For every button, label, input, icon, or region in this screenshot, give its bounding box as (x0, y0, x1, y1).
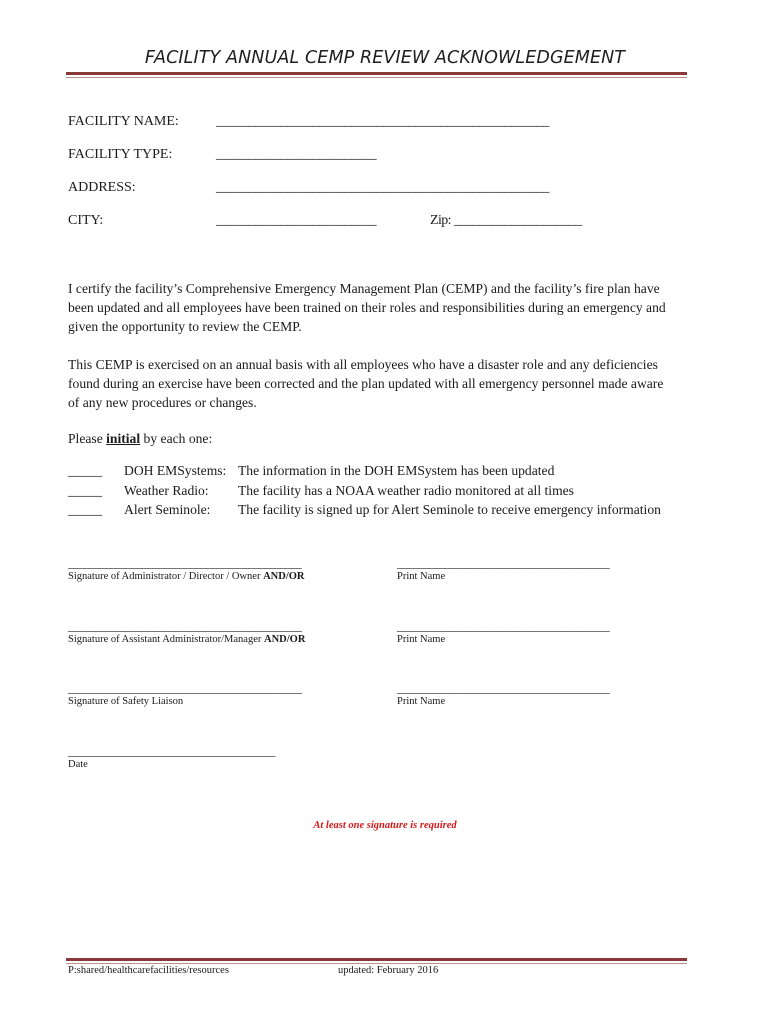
print-name-line[interactable]: ________________________________________ (397, 619, 610, 633)
initial-item-description: The facility has a NOAA weather radio monitored at all times (238, 483, 574, 498)
paragraph-line: I certify the facility’s Comprehensive Emergency Management Plan (CEMP) and the facility’s fire plan have (68, 281, 660, 296)
facility-type-label: FACILITY TYPE: (68, 147, 173, 162)
signature-caption (68, 696, 183, 707)
print-name-line[interactable]: ________________________________________ (397, 681, 610, 695)
zip-field[interactable]: Zip: ____________________ (430, 213, 582, 228)
administrator-signature-line[interactable]: ____________________________________________ (68, 556, 302, 570)
initial-prompt (68, 431, 212, 447)
initial-item-description: The facility is signed up for Alert Seminole to receive emergency information (238, 502, 661, 517)
title-rule-thin (66, 77, 687, 78)
paragraph-line: been updated and all employees have been trained on their roles and responsibilities during an emergency and (68, 300, 666, 315)
footer-path: P:shared/healthcarefacilities/resources (68, 965, 229, 976)
page-title: FACILITY ANNUAL CEMP REVIEW ACKNOWLEDGEMENT (144, 48, 626, 68)
footer-rule-thin (66, 963, 687, 964)
initial-prompt-after: by each one: (140, 431, 213, 446)
date-caption: Date (68, 759, 88, 770)
address-label: ADDRESS: (68, 180, 136, 195)
safety-liaison-signature-line[interactable]: ____________________________________________ (68, 681, 302, 695)
initial-blank-weather-radio[interactable]: _____ (68, 483, 102, 498)
paragraph-line: of any new procedures or changes. (68, 395, 257, 410)
footer-updated: updated: February 2016 (338, 965, 439, 976)
initial-blank-alert-seminole[interactable]: _____ (68, 502, 102, 517)
paragraph-line: This CEMP is exercised on an annual basis with all employees who have a disaster role and any deficiencies (68, 357, 658, 372)
date-line[interactable]: _______________________________________ (68, 744, 275, 758)
facility-type-field[interactable]: _________________________ (216, 147, 377, 162)
signature-caption (68, 571, 305, 582)
print-name-line[interactable]: ________________________________________ (397, 556, 610, 570)
certification-paragraph (68, 279, 688, 336)
signature-caption-text: Signature of Administrator / Director / Owner (68, 571, 264, 582)
initial-item-description: The information in the DOH EMSystem has been updated (238, 463, 555, 478)
print-name-caption: Print Name (397, 634, 446, 645)
facility-name-label: FACILITY NAME: (68, 114, 179, 129)
initial-prompt-before: Please (68, 431, 107, 446)
address-field[interactable]: ____________________________________________________ (216, 180, 549, 195)
city-label: CITY: (68, 213, 104, 228)
facility-name-field[interactable]: ____________________________________________________ (216, 114, 549, 129)
exercise-paragraph (68, 355, 688, 412)
and-or-label: AND/OR (263, 571, 305, 582)
and-or-label: AND/OR (263, 634, 306, 645)
signature-caption-text: Signature of Assistant Administrator/Manager (68, 634, 264, 645)
print-name-caption: Print Name (397, 571, 446, 582)
print-name-caption: Print Name (397, 696, 446, 707)
city-field[interactable]: _________________________ (216, 213, 377, 228)
initial-prompt-emphasis: initial (106, 431, 141, 446)
paragraph-line: found during an exercise have been corrected and the plan updated with all emergency personnel made aware (68, 376, 664, 391)
signature-caption (68, 634, 305, 645)
initial-item-name: DOH EMSystems: (124, 463, 227, 478)
initial-item-name: Weather Radio: (124, 483, 209, 498)
assistant-signature-line[interactable]: ____________________________________________ (68, 619, 302, 633)
initial-blank-emsystems[interactable]: _____ (68, 463, 102, 478)
title-rule (66, 72, 687, 75)
paragraph-line: given the opportunity to review the CEMP. (68, 319, 302, 334)
footer-rule (66, 958, 687, 961)
initial-item-name: Alert Seminole: (124, 502, 211, 517)
signature-caption-text: Signature of Safety Liaison (68, 696, 184, 707)
required-note: At least one signature is required (313, 820, 457, 831)
